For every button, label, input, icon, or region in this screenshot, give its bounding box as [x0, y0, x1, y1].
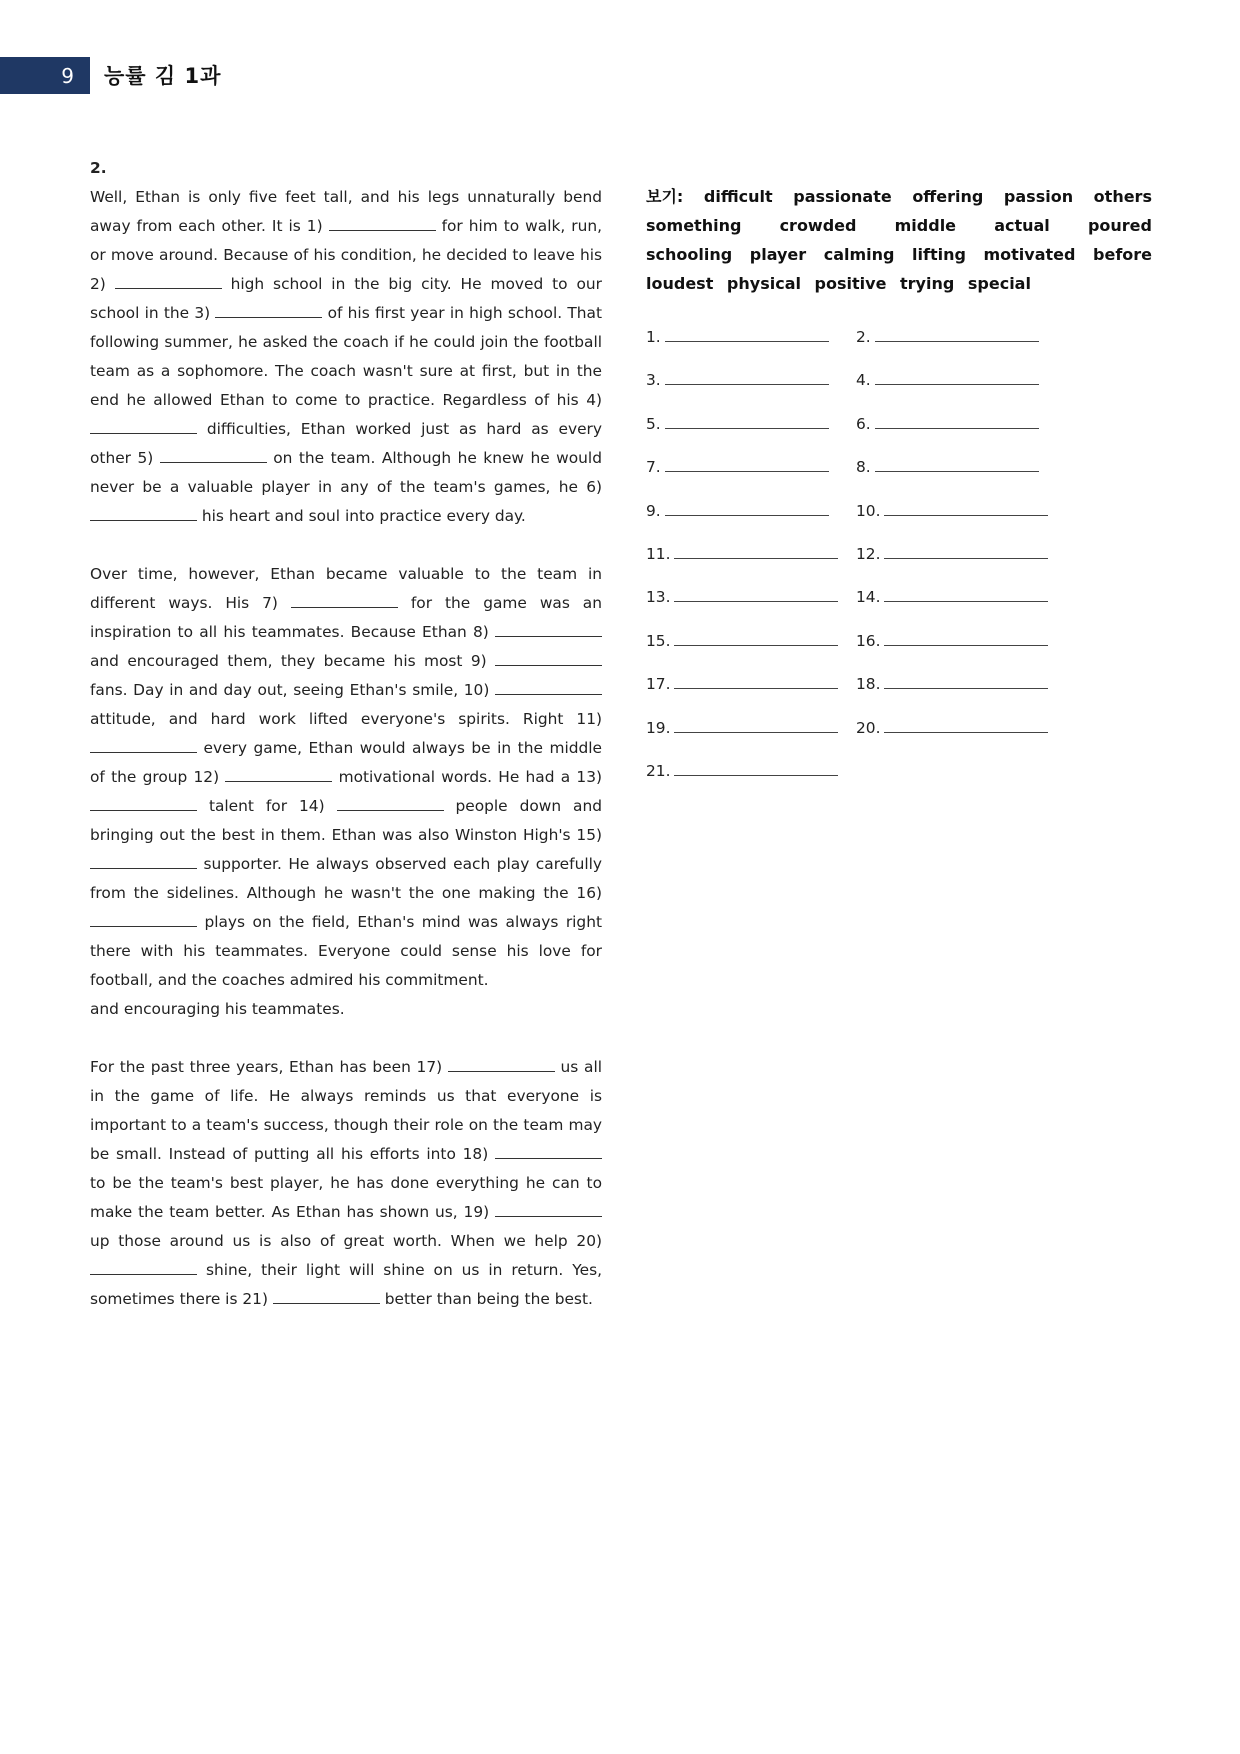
answer-slot[interactable] [646, 500, 846, 543]
passage-text: Well, Ethan is only five feet tall, and his legs unnaturally bend away from each other. It is 1) [90, 188, 602, 235]
answer-slot[interactable] [646, 456, 846, 499]
answer-blank [90, 506, 197, 521]
answer-label: 18. [856, 675, 881, 694]
answer-blank [495, 680, 602, 695]
answer-blank [495, 1202, 602, 1217]
answer-line[interactable] [665, 413, 829, 429]
word-bank-item: positive [814, 274, 887, 293]
answer-blank [273, 1289, 380, 1304]
answer-label: 21. [646, 761, 671, 780]
word-bank-list [646, 182, 1160, 298]
answer-label: 12. [856, 544, 881, 563]
word-bank-item: before [1093, 245, 1153, 264]
answer-slot[interactable] [646, 673, 846, 716]
answer-label: 4. [856, 371, 871, 390]
answer-blank [215, 303, 322, 318]
answer-line[interactable] [665, 369, 829, 385]
answer-line[interactable] [665, 500, 829, 516]
passage-paragraph-2-body [90, 560, 602, 995]
word-bank-item: difficult [703, 187, 773, 206]
page-number-badge [0, 57, 90, 94]
answer-line[interactable] [674, 673, 838, 689]
passage-text: of his first year in high school. That following summer, he asked the coach if he could join the football team as a sophomore. The coach wasn't sure at first, but in the end he allowed Ethan to come to practice. Regardless of his 4) [90, 304, 602, 409]
answer-line[interactable] [674, 630, 838, 646]
answer-line[interactable] [884, 630, 1048, 646]
passage-text: to be the team's best player, he has done everything he can to make the team better. As Ethan has shown us, 19) [90, 1174, 602, 1221]
answer-label: 3. [646, 371, 661, 390]
answer-blank [495, 651, 602, 666]
answer-slot[interactable] [856, 630, 1056, 673]
answer-line[interactable] [884, 717, 1048, 733]
answer-line[interactable] [674, 586, 838, 602]
passage-text: us all in the game of life. He always reminds us that everyone is important to a team's success, though their role on the team may be small. Instead of putting all his efforts into 18) [90, 1058, 602, 1163]
passage-text: supporter. He always observed each play carefully from the sidelines. Although he wasn't the one making the 16) [90, 855, 602, 902]
answer-blank [90, 854, 197, 869]
answer-label: 20. [856, 718, 881, 737]
answer-blank [90, 1260, 197, 1275]
passage-text: for him to walk, run, or move around. Because of his condition, he decided to leave his 2) [90, 217, 602, 293]
passage-paragraph-3 [90, 1053, 602, 1314]
passage-text: For the past three years, Ethan has been 17) [90, 1058, 448, 1076]
answer-slot[interactable] [646, 326, 846, 369]
passage-text: high school in the big city. He moved to our school in the 3) [90, 275, 602, 322]
answer-blank [337, 796, 444, 811]
word-bank-item: actual [994, 216, 1050, 235]
answer-line[interactable] [884, 543, 1048, 559]
answer-slot[interactable] [856, 326, 1056, 369]
answer-slot[interactable] [646, 369, 846, 412]
question-number: 2. [90, 159, 107, 177]
answer-slot[interactable] [646, 630, 846, 673]
answer-slot[interactable] [856, 500, 1056, 543]
word-bank-item: passionate [793, 187, 892, 206]
answer-line[interactable] [884, 673, 1048, 689]
passage-text: on the team. Although he knew he would never be a valuable player in any of the team's games, he 6) [90, 449, 602, 496]
answer-label: 7. [646, 458, 661, 477]
passage-text: better than being the best. [379, 1290, 593, 1308]
answer-slot[interactable] [646, 760, 846, 803]
answer-label: 14. [856, 588, 881, 607]
word-bank-item: motivated [983, 245, 1076, 264]
word-bank-item: poured [1087, 216, 1152, 235]
passage-text: difficulties, Ethan worked just as hard as every other 5) [90, 420, 602, 467]
answer-blank [495, 622, 602, 637]
answer-blank [90, 912, 197, 927]
answer-slot[interactable] [856, 673, 1056, 716]
passage-text: and encouraged them, they became his most 9) [90, 652, 495, 670]
answer-blank [115, 274, 222, 289]
answer-blank [329, 216, 436, 231]
answer-label: 5. [646, 414, 661, 433]
passage-text: shine, their light will shine on us in return. Yes, sometimes there is 21) [90, 1261, 602, 1308]
answer-slot[interactable] [856, 413, 1056, 456]
word-bank-item: calming [823, 245, 895, 264]
word-bank-item: something [646, 216, 742, 235]
word-bank-item: special [967, 274, 1031, 293]
answer-slot[interactable] [856, 586, 1056, 629]
answer-slot[interactable] [856, 369, 1056, 412]
passage-paragraph-2 [90, 560, 602, 1024]
answer-line[interactable] [674, 717, 838, 733]
passage-text: for the game was an inspiration to all his teammates. Because Ethan 8) [90, 594, 602, 641]
answer-label: 6. [856, 414, 871, 433]
answer-line[interactable] [884, 500, 1048, 516]
answer-slot[interactable] [646, 717, 846, 760]
answer-slot[interactable] [856, 543, 1056, 586]
passage-text: fans. Day in and day out, seeing Ethan's smile, 10) [90, 681, 495, 699]
answer-line[interactable] [875, 369, 1039, 385]
answer-blank [448, 1057, 555, 1072]
word-bank-item: lifting [912, 245, 966, 264]
answer-label: 1. [646, 328, 661, 346]
word-bank [646, 182, 1160, 298]
passage-paragraph-1 [90, 183, 602, 531]
answer-blank [291, 593, 398, 608]
answer-label: 10. [856, 501, 881, 520]
answer-label: 16. [856, 631, 881, 650]
word-bank-item: trying [900, 274, 955, 293]
answer-line[interactable] [884, 586, 1048, 602]
passage-column [90, 154, 602, 1343]
word-bank-item: passion [1003, 187, 1074, 206]
word-bank-item: middle [894, 216, 957, 235]
answer-label: 17. [646, 675, 671, 694]
answer-blank [495, 1144, 602, 1159]
answer-label: 11. [646, 544, 671, 563]
word-bank-item: offering [912, 187, 984, 206]
answer-blank [90, 738, 197, 753]
page-number: 9 [61, 63, 74, 88]
word-bank-item: physical [726, 274, 801, 293]
passage-text: attitude, and hard work lifted everyone's spirits. Right 11) [90, 710, 602, 728]
word-bank-item: others [1093, 187, 1152, 206]
answer-slot[interactable] [856, 456, 1056, 499]
answer-blank [90, 796, 197, 811]
answer-line[interactable] [875, 456, 1039, 472]
answer-slot[interactable] [646, 586, 846, 629]
answer-grid [646, 326, 1066, 803]
answer-label: 2. [856, 328, 871, 346]
answer-line[interactable] [665, 456, 829, 472]
passage-text: people down and bringing out the best in them. Ethan was also Winston High's 15) [90, 797, 602, 844]
answer-slot[interactable] [646, 543, 846, 586]
word-bank-label: 보기: [646, 187, 684, 206]
word-bank-item: crowded [779, 216, 857, 235]
answer-line[interactable] [875, 413, 1039, 429]
answer-line[interactable] [674, 543, 838, 559]
answer-slot[interactable] [646, 413, 846, 456]
answer-blank [225, 767, 332, 782]
page-title: 능률 김 1과 [104, 64, 222, 88]
passage-text: his heart and soul into practice every day. [197, 507, 526, 525]
answer-label: 15. [646, 631, 671, 650]
passage-text: Over time, however, Ethan became valuable to the team in different ways. His 7) [90, 565, 602, 612]
word-bank-item: loudest [646, 274, 714, 293]
passage-text: every game, Ethan would always be in the middle of the group 12) [90, 739, 602, 786]
answer-label: 19. [646, 718, 671, 737]
answer-line[interactable] [665, 326, 829, 342]
passage-text: up those around us is also of great worth. When we help 20) [90, 1232, 602, 1250]
passage-paragraph-2-extra: and encouraging his teammates. [90, 1000, 345, 1018]
passage-text: motivational words. He had a 13) [332, 768, 602, 786]
answer-blank [90, 419, 197, 434]
answer-line[interactable] [875, 326, 1039, 342]
passage-text: talent for 14) [197, 797, 337, 815]
passage-text: plays on the field, Ethan's mind was always right there with his teammates. Everyone could sense his love for football, and the coaches admired his commitment. [90, 913, 602, 989]
answer-label: 9. [646, 501, 661, 520]
word-bank-item: schooling [646, 245, 733, 264]
answer-label: 13. [646, 588, 671, 607]
answer-slot[interactable] [856, 717, 1056, 760]
answer-blank [160, 448, 267, 463]
word-bank-item: player [749, 245, 807, 264]
answer-line[interactable] [674, 760, 838, 776]
answer-label: 8. [856, 458, 871, 477]
